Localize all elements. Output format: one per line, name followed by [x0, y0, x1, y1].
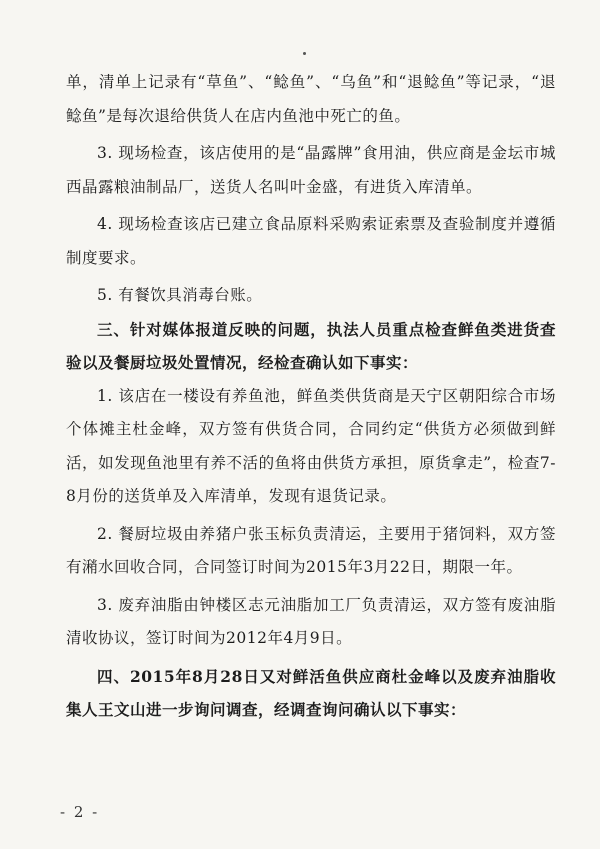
section-heading-3: 三、针对媒体报道反映的问题，执法人员重点检查鲜鱼类进货查验以及餐厨垃圾处置情况，经检查确认如下事实： — [66, 319, 556, 372]
paragraph-section3-item-2: 2. 餐厨垃圾由养猪户张玉标负责清运，主要用于猪饲料，双方签有潲水回收合同，合同签订时间为2015年3月22日，期限一年。 — [66, 524, 556, 576]
document-body — [66, 66, 556, 727]
section-heading-4: 四、2015年8月28日又对鲜活鱼供应商杜金峰以及废弃油脂收集人王文山进一步询问调查，经调查询问确认以下事实： — [66, 666, 556, 719]
scan-dot — [303, 52, 306, 55]
paragraph-item-3: 3. 现场检查，该店使用的是“晶露牌”食用油，供应商是金坛市城西晶露粮油制品厂，送货人名叫叶金盛，有进货入库清单。 — [66, 144, 556, 196]
paragraph-section3-item-3: 3. 废弃油脂由钟楼区志元油脂加工厂负责清运，双方签有废油脂清收协议，签订时间为2012年4月9日。 — [66, 595, 556, 647]
paragraph-section3-item-1: 1. 该店在一楼设有养鱼池，鲜鱼类供货商是天宁区朝阳综合市场个体摊主杜金峰，双方签有供货合同，合同约定“供货方必须做到鲜活，如发现鱼池里有养不活的鱼将由供货方承担，原货拿走”，检查7-8月份的送货单及入库清单，发现有退货记录。 — [66, 386, 556, 505]
page-number: - 2 - — [60, 803, 100, 821]
paragraph-item-5: 5. 有餐饮具消毒台账。 — [97, 286, 263, 304]
paragraph-item-4: 4. 现场检查该店已建立食品原料采购索证索票及查验制度并遵循制度要求。 — [66, 215, 556, 267]
paragraph-continuation: 单，清单上记录有“草鱼”、“鲶鱼”、“乌鱼”和“退鲶鱼”等记录，“退鲶鱼”是每次退给供货人在店内鱼池中死亡的鱼。 — [66, 73, 556, 125]
